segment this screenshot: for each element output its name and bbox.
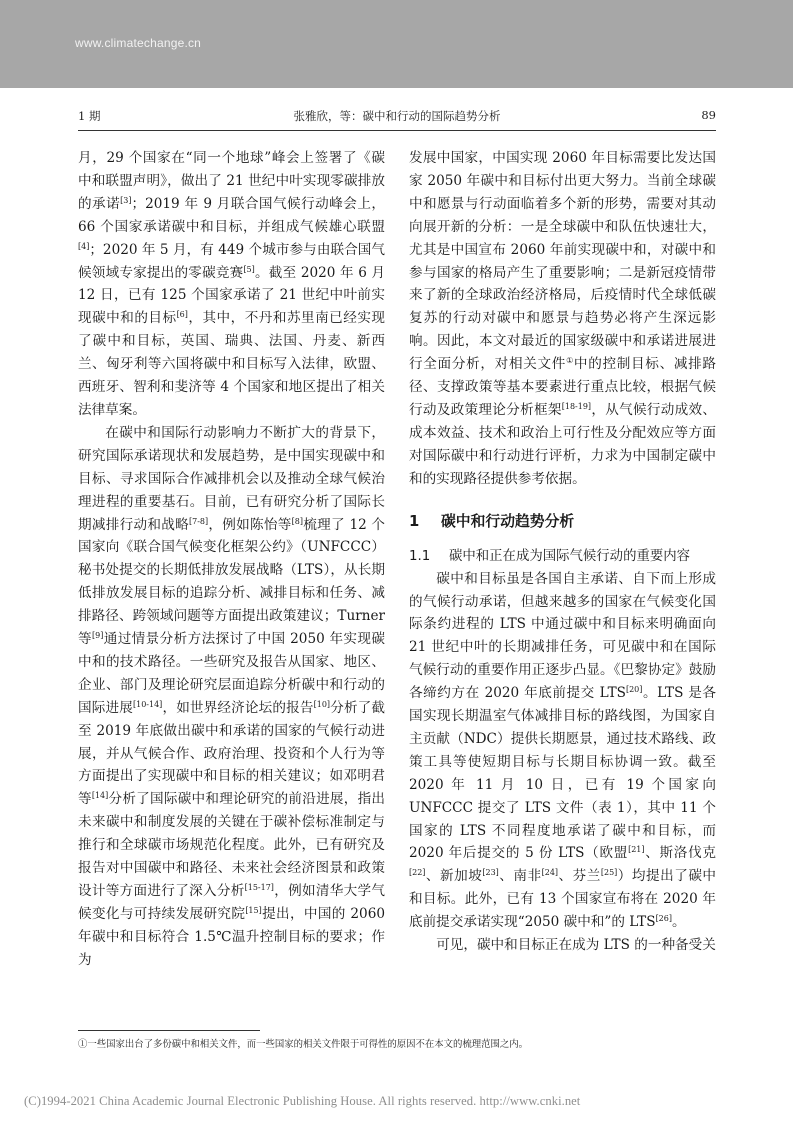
running-title: 张雅欣，等：碳中和行动的国际趋势分析 (293, 109, 501, 123)
running-header (78, 108, 716, 126)
section-title: 碳中和行动趋势分析 (441, 512, 575, 530)
citation: [10-14] (132, 699, 163, 709)
citation: [18-19] (561, 401, 592, 411)
citation: [5] (243, 264, 255, 274)
page-number: 89 (701, 108, 716, 122)
section-number: 1 (409, 512, 420, 530)
citation: [7-8] (189, 516, 209, 526)
subsection-title: 碳中和正在成为国际气候行动的重要内容 (449, 548, 691, 564)
issue-label: 1 期 (78, 109, 101, 123)
copyright-notice: (C)1994-2021 China Academic Journal Electronic Publishing House. All rights reserved. http://www.cnki.net (24, 1094, 581, 1108)
footnote-marker: ① (566, 356, 574, 366)
citation: [8] (291, 516, 303, 526)
subsection-heading (409, 546, 716, 568)
citation: [10] (313, 699, 331, 709)
citation: [26] (655, 914, 672, 924)
paragraph: 可见，碳中和目标正在成为 LTS 的一种备受关 (436, 937, 716, 954)
citation: [15] (245, 905, 262, 915)
footnote: ①一些国家出台了多份碳中和相关文件，而一些国家的相关文件限于可得性的原因不在本文的梳理范围之内。 (78, 1039, 529, 1050)
citation: [6] (176, 310, 188, 320)
paragraph: 碳中和目标虽是各国自主承诺、自下而上形成的气候行动承诺，但越来越多的国家在气候变化国际条约进程的 LTS 中通过碳中和目标来明确面向 21 世纪中叶的长期减排任务，可见碳中和在国际气候行动的重要作用正逐步凸显。《巴黎协定》鼓励各缔约方在 2020 年底前提交 LTS[20]。LTS 是各国实现长期温室气体减排目标的路线图，为国家自主贡献（NDC）提供长期愿景，通过技术路线、政策工具等使短期目标与长期目标协调一致。截至 2020 年 11 月 10 日，已有 19 个国家向 UNFCCC 提交了 LTS 文件（表 1），其中 11 个国家的 LTS 不同程度地承诺了碳中和目标，而 2020 年后提交的 5 份 LTS（欧盟[21]、斯洛伐克[22]、新加坡[23]、南非[24]、芬兰[25]）均提出了碳中和目标。此外，已有 13 个国家宣布将在 2020 年底前提交承诺实现“2050 碳中和”的 LTS[26]。 (409, 570, 716, 931)
citation: [3] (120, 195, 132, 205)
citation: [9] (91, 631, 104, 641)
banner-url[interactable]: www.climatechange.cn (75, 36, 202, 50)
citation: [24] (541, 868, 559, 878)
citation: [25] (600, 868, 618, 878)
citation: [4] (78, 241, 90, 251)
footnote-rule (78, 1030, 260, 1031)
paragraph: 在碳中和国际行动影响力不断扩大的背景下，研究国际承诺现状和发展趋势，是中国实现碳中和目标、寻求国际合作减排机会以及推动全球气候治理进程的重要基石。目前，已有研究分析了国际长期减排行动和战略[7-8]，例如陈怡等[8]梳理了 12 个国家向《联合国气候变化框架公约》（UNFCCC）秘书处提交的长期低排放发展战略（LTS），从长期低排放发展目标的追踪分析、减排目标和任务、减排路径、跨领域问题等方面提出政策建议；Turner 等[9]通过情景分析方法探讨了中国 2050 年实现碳中和的技术路径。一些研究及报告从国家、地区、企业、部门及理论研究层面追踪分析碳中和行动的国际进展[10-14]，如世界经济论坛的报告[10]分析了截至 2019 年底做出碳中和承诺的国家的气候行动进展，并从气候合作、政府治理、投资和个人行为等方面提出了实现碳中和目标的相关建议；如邓明君等[14]分析了国际碳中和理论研究的前沿进展，指出未来碳中和制度发展的关键在于碳补偿标准制定与推行和全球碳市场规范化程度。此外，已有研究及报告对中国碳中和路径、未来社会经济图景和政策设计等方面进行了深入分析[15-17]，例如清华大学气候变化与可持续发展研究院[15]提出，中国的 2060 年碳中和目标符合 1.5℃温升控制目标的要求；作为 (78, 424, 385, 968)
section-heading (409, 511, 716, 533)
header-rule (78, 130, 716, 131)
citation: [23] (482, 868, 499, 878)
right-column (409, 147, 716, 972)
paragraph: 月，29 个国家在“同一个地球”峰会上签署了《碳中和联盟声明》，做出了 21 世纪中叶实现零碳排放的承诺[3]；2019 年 9 月联合国气候行动峰会上，66 个国家承诺碳中和目标，并组成气候雄心联盟[4]；2020 年 5 月，有 449 个城市参与由联合国气候领域专家提出的零碳竞赛[5]。截至 2020 年 6 月 12 日，已有 125 个国家承诺了 21 世纪中叶前实现碳中和的目标[6]，其中，不丹和苏里南已经实现了碳中和目标，英国、瑞典、法国、丹麦、新西兰、匈牙利等六国将碳中和目标写入法律，欧盟、西班牙、智利和斐济等 4 个国家和地区提出了相关法律草案。 (78, 150, 385, 418)
top-banner (0, 0, 793, 88)
citation: [14] (91, 791, 109, 801)
citation: [15-17] (244, 883, 274, 892)
paragraph: 发展中国家，中国实现 2060 年目标需要比发达国家 2050 年碳中和目标付出更大努力。当前全球碳中和愿景与行动面临着多个新的形势，需要对其动向展开新的分析：一是全球碳中和队伍快速壮大，尤其是中国宣布 2060 年前实现碳中和，对碳中和参与国家的格局产生了重要影响；二是新冠疫情带来了新的全球政治经济格局，后疫情时代全球低碳复苏的行动对碳中和愿景与趋势必将产生深远影响。因此，本文对最近的国家级碳中和承诺进展进行全面分析，对相关文件①中的控制目标、减排路径、支撑政策等基本要素进行重点比较，根据气候行动及政策理论分析框架[18-19]，从气候行动成效、成本效益、技术和政治上可行性及分配效应等方面对国际碳中和行动进行评析，力求为中国制定碳中和的实现路径提供参考依据。 (409, 150, 716, 487)
subsection-number: 1.1 (409, 548, 431, 564)
citation: [22] (409, 868, 426, 878)
left-column (78, 147, 385, 972)
citation: [21] (628, 845, 645, 855)
citation: [20] (625, 685, 643, 695)
